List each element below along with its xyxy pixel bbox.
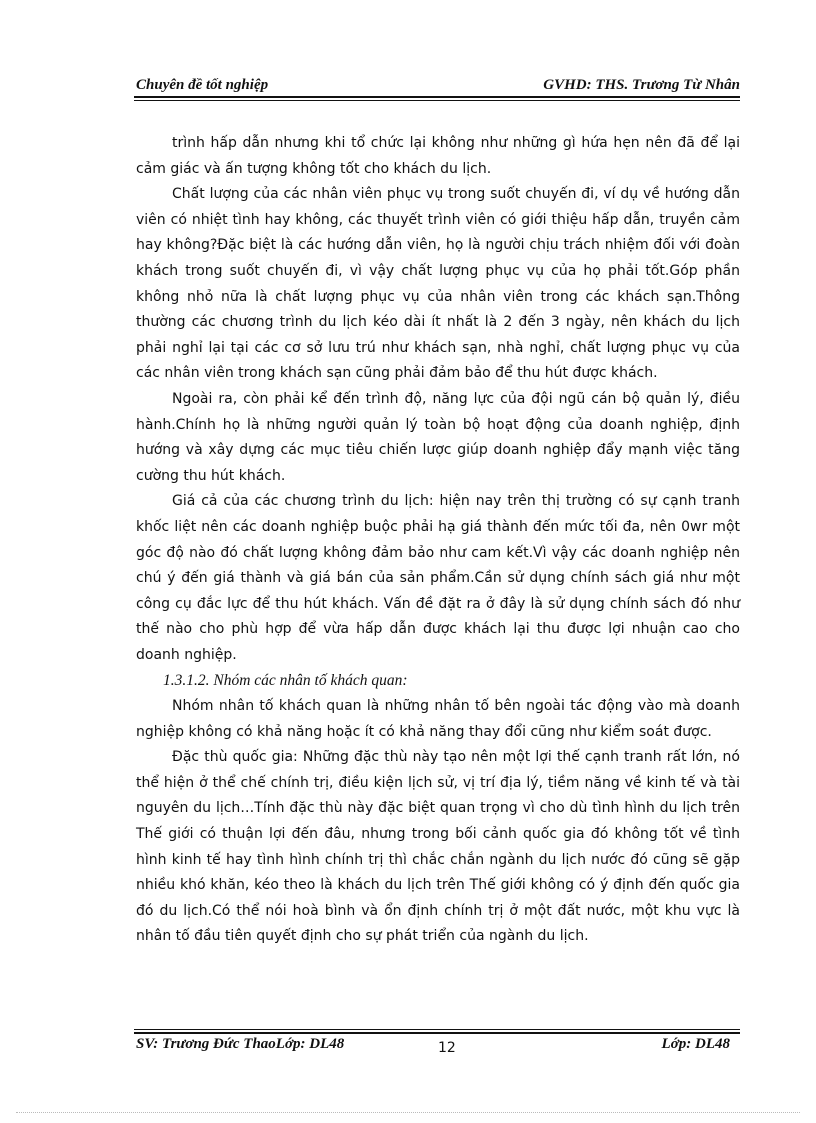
paragraph: Giá cả của các chương trình du lịch: hiện nay trên thị trường có sự cạnh tranh khốc liệt nên các doanh nghiệp buộc phải hạ giá thành đến mức tối đa, nên 0wr một góc độ nào đó chất lượng không đảm bảo như cam kết.Vì vậy các doanh nghiệp nên chú ý đến giá thành và giá bán của sản phẩm.Cần sử dụng chính sách giá như một công cụ đắc lực để thu hút khách. Vấn đề đặt ra ở đây là sử dụng chính sách đó như thế nào cho phù hợp để vừa hấp dẫn được khách lại thu được lợi nhuận cao cho doanh nghiệp. xyxy=(136,493,740,663)
footer-rule-thick xyxy=(134,1032,740,1034)
body-text xyxy=(136,131,740,950)
paragraph: Nhóm nhân tố khách quan là những nhân tố bên ngoài tác động vào mà doanh nghiệp không có khả năng hoặc ít có khả năng thay đổi cũng như kiểm soát được. xyxy=(136,698,740,740)
page-footer xyxy=(136,1036,740,1058)
page-number: 12 xyxy=(438,1040,456,1056)
header-rule-thin xyxy=(134,100,740,101)
footer-student: SV: Trương Đức ThaoLớp: DL48 xyxy=(136,1036,345,1052)
paragraph: Đặc thù quốc gia: Những đặc thù này tạo nên một lợi thế cạnh tranh rất lớn, nó thể hiện ở thể chế chính trị, điều kiện lịch sử, vị trí địa lý, tiềm năng về kinh tế và tài nguyên du lịch…Tính đặc thù này đặc biệt quan trọng vì cho dù tình hình du lịch trên Thế giới có thuận lợi đến đâu, nhưng trong bối cảnh quốc gia đó không tốt về tình hình kinh tế hay tình hình chính trị thì chắc chắn ngành du lịch nước đó cũng sẽ gặp nhiều khó khăn, kéo theo là khách du lịch trên Thế giới không có ý định đến quốc gia đó du lịch.Có thể nói hoà bình và ổn định chính trị ở một đất nước, một khu vực là nhân tố đầu tiên quyết định cho sự phát triển của ngành du lịch. xyxy=(136,749,740,945)
header-title: Chuyên đề tốt nghiệp xyxy=(136,77,269,93)
footer-class: Lớp: DL48 xyxy=(661,1036,730,1052)
paragraph: trình hấp dẫn nhưng khi tổ chức lại không như những gì hứa hẹn nên đã để lại cảm giác và ấn tượng không tốt cho khách du lịch. xyxy=(136,135,740,177)
paragraph: Chất lượng của các nhân viên phục vụ trong suốt chuyến đi, ví dụ về hướng dẫn viên có nhiệt tình hay không, các thuyết trình viên có giới thiệu hấp dẫn, truyền cảm hay không?Đặc biệt là các hướng dẫn viên, họ là người chịu trách nhiệm đối với đoàn khách trong suốt chuyến đi, vì vậy chất lượng phục vụ của họ phải tốt.Góp phần không nhỏ nữa là chất lượng phục vụ của nhân viên trong các khách sạn.Thông thường các chương trình du lịch kéo dài ít nhất là 2 đến 3 ngày, nên khách du lịch phải nghỉ lại tại các cơ sở lưu trú như khách sạn, nhà nghỉ, chất lượng phục vụ của các nhân viên trong khách sạn cũng phải đảm bảo để thu hút được khách. xyxy=(136,186,740,382)
header-rule-thick xyxy=(134,96,740,98)
page-header xyxy=(136,76,740,94)
page-edge-divider xyxy=(16,1112,800,1113)
footer-rule-thin xyxy=(134,1029,740,1030)
paragraph: Ngoài ra, còn phải kể đến trình độ, năng lực của đội ngũ cán bộ quản lý, điều hành.Chính họ là những người quản lý toàn bộ hoạt động của doanh nghiệp, định hướng và xây dựng các mục tiêu chiến lược giúp doanh nghiệp đẩy mạnh việc tăng cường thu hút khách. xyxy=(136,390,740,484)
header-advisor: GVHD: THS. Trương Từ Nhân xyxy=(543,77,740,93)
section-heading: 1.3.1.2. Nhóm các nhân tố khách quan: xyxy=(163,672,408,690)
